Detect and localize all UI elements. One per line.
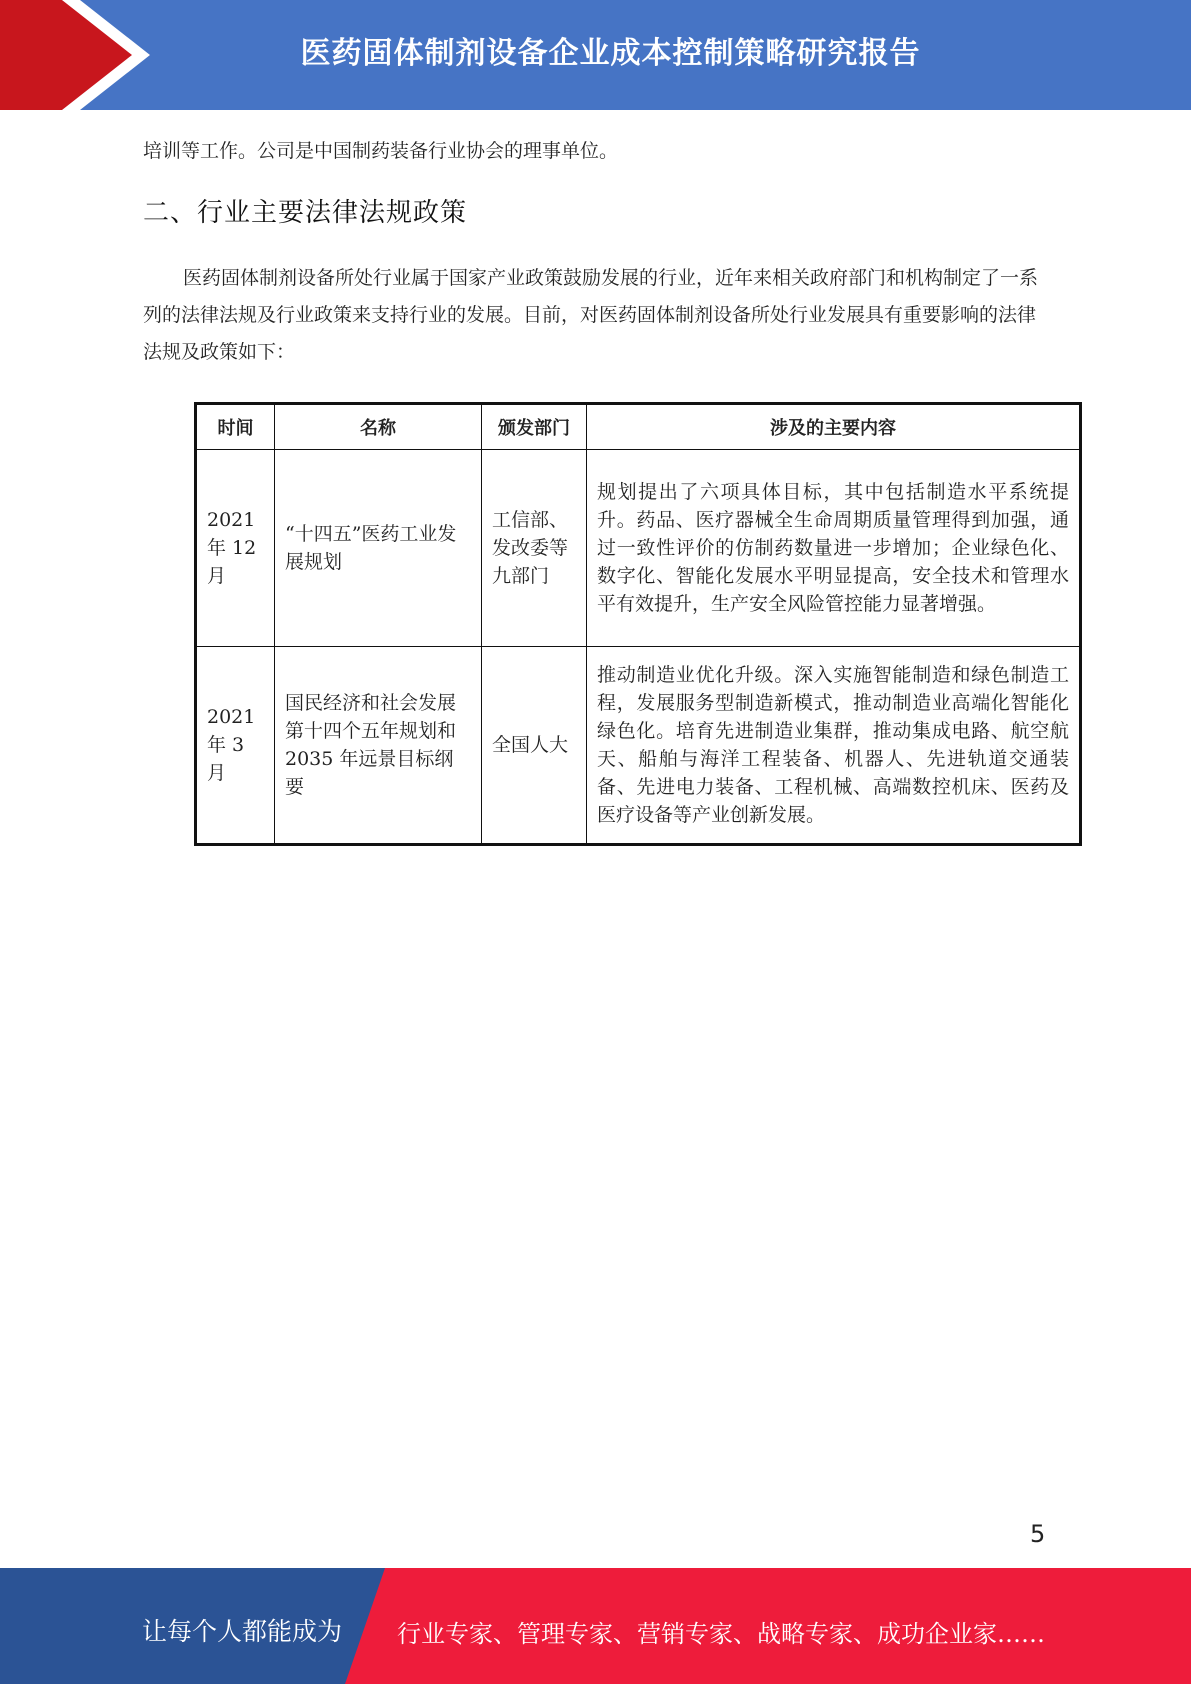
header-department: 颁发部门 (482, 404, 587, 450)
policy-table (194, 402, 1082, 846)
cell-content: 规划提出了六项具体目标，其中包括制造水平系统提升。药品、医疗器械全生命周期质量管理得到加强，通过一致性评价的仿制药数量进一步增加；企业绿色化、数字化、智能化发展水平明显提高，安全技术和管理水平有效提升，生产安全风险管控能力显著增强。 (587, 450, 1081, 647)
cell-name: 国民经济和社会发展第十四个五年规划和2035 年远景目标纲要 (275, 647, 482, 845)
table-row (196, 450, 1081, 647)
header-time: 时间 (196, 404, 275, 450)
footer-slogan-right: 行业专家、管理专家、营销专家、战略专家、成功企业家…… (397, 1620, 1045, 1648)
table-header-row (196, 404, 1081, 450)
cell-time: 2021 年 3 月 (196, 647, 275, 845)
cell-time: 2021 年 12 月 (196, 450, 275, 647)
page-number: 5 (1030, 1520, 1046, 1548)
table-row (196, 647, 1081, 845)
body-paragraph: 医药固体制剂设备所处行业属于国家产业政策鼓励发展的行业，近年来相关政府部门和机构制定了一系列的法律法规及行业政策来支持行业的发展。目前，对医药固体制剂设备所处行业发展具有重要影响的法律法规及政策如下： (143, 267, 1039, 363)
header-content: 涉及的主要内容 (587, 404, 1081, 450)
header-name: 名称 (275, 404, 482, 450)
intro-line: 培训等工作。公司是中国制药装备行业协会的理事单位。 (143, 140, 619, 162)
footer-slogan-left: 让每个人都能成为 (142, 1617, 343, 1646)
section-title: 二、行业主要法律法规政策 (143, 198, 468, 228)
cell-department: 全国人大 (482, 647, 587, 845)
report-title: 医药固体制剂设备企业成本控制策略研究报告 (300, 36, 921, 71)
cell-name: “十四五”医药工业发展规划 (275, 450, 482, 647)
page-header (0, 0, 1191, 110)
page-footer (0, 1568, 1191, 1684)
cell-department: 工信部、发改委等九部门 (482, 450, 587, 647)
cell-content: 推动制造业优化升级。深入实施智能制造和绿色制造工程，发展服务型制造新模式，推动制造业高端化智能化绿色化。培育先进制造业集群，推动集成电路、航空航天、船舶与海洋工程装备、机器人、先进轨道交通装备、先进电力装备、工程机械、高端数控机床、医药及医疗设备等产业创新发展。 (587, 647, 1081, 845)
